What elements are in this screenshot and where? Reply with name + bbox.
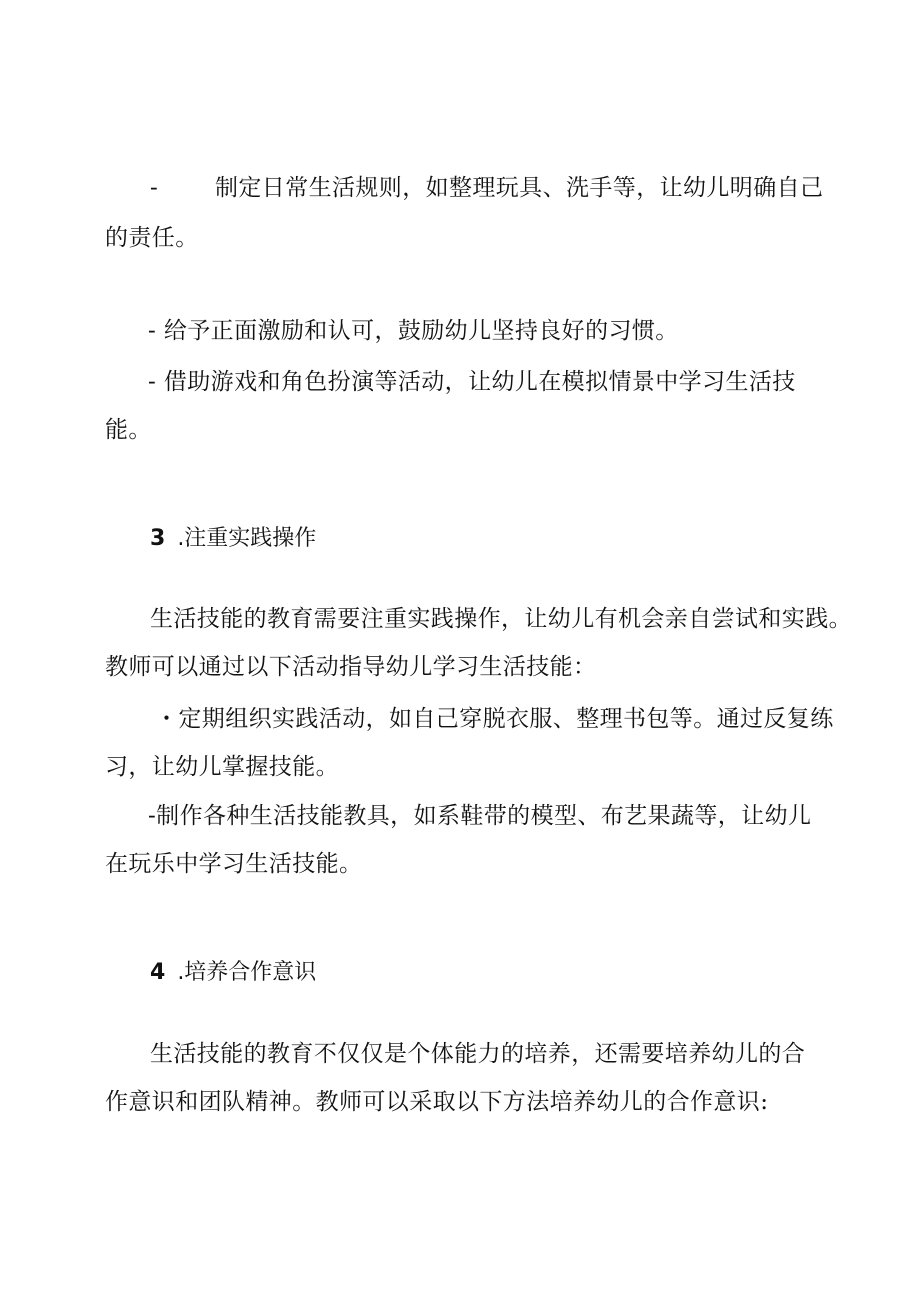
list-item-teaching-aids-line2: 在玩乐中学习生活技能。 <box>105 851 363 877</box>
paragraph-practice-line2: 教师可以通过以下活动指导幼儿学习生活技能： <box>105 654 597 680</box>
list-item-encourage: - 给予正面激励和认可，鼓励幼儿坚持良好的习惯。 <box>148 318 679 344</box>
paragraph-cooperation-line1: 生活技能的教育不仅仅是个体能力的培养，还需要培养幼儿的合 <box>150 1041 806 1067</box>
section-heading-3 <box>150 523 316 555</box>
list-item-rules-line2: 的责任。 <box>105 225 199 251</box>
list-item-activities-line2: 习，让幼儿掌握技能。 <box>105 754 339 780</box>
section-title: .注重实践操作 <box>177 526 317 551</box>
section-heading-4 <box>150 957 316 989</box>
section-number: 3 <box>150 526 166 551</box>
section-title: .培养合作意识 <box>177 960 317 985</box>
list-item-teaching-aids-line1: -制作各种生活技能教具，如系鞋带的模型、布艺果蔬等，让幼儿 <box>148 803 812 829</box>
paragraph-cooperation-line2: 作意识和团队精神。教师可以采取以下方法培养幼儿的合作意识: <box>105 1089 769 1115</box>
list-dash-marker: - <box>150 175 158 201</box>
list-item-roleplay-line2: 能。 <box>105 417 152 443</box>
list-item-activities-line1: ・定期组织实践活动，如自己穿脱衣服、整理书包等。通过反复练 <box>155 706 834 732</box>
paragraph-practice-line1: 生活技能的教育需要注重实践操作，让幼儿有机会亲自尝试和实践。 <box>150 606 852 632</box>
list-item-roleplay-line1: - 借助游戏和角色扮演等活动，让幼儿在模拟情景中学习生活技 <box>148 369 796 395</box>
list-item-rules-line1: 制定日常生活规则，如整理玩具、洗手等，让幼儿明确自己 <box>215 175 824 201</box>
section-number: 4 <box>150 960 166 985</box>
